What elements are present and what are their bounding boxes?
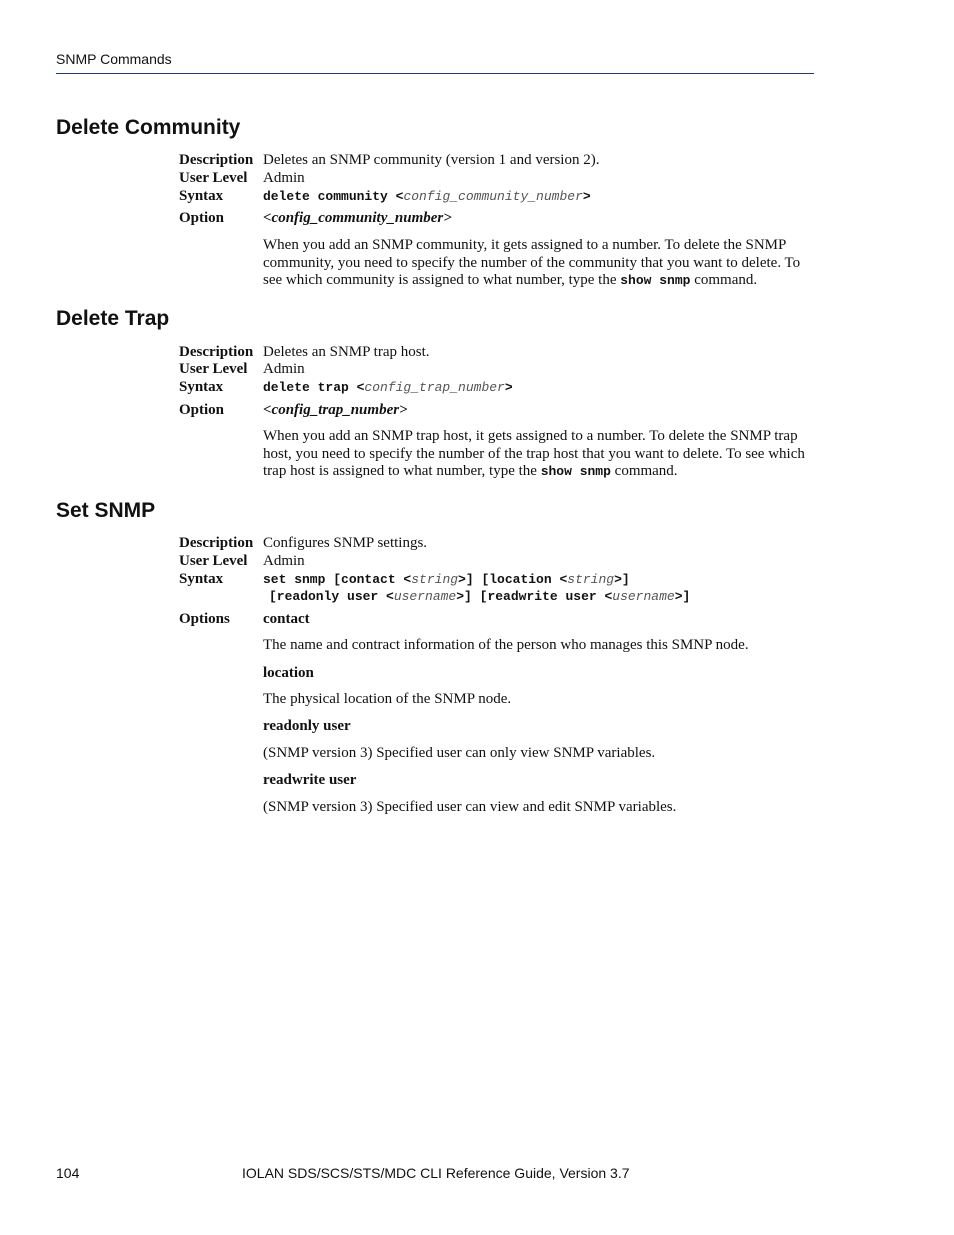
option-name-readwrite-user: readwrite user	[263, 772, 357, 788]
syntax-line-2	[269, 588, 690, 606]
syntax-line	[263, 379, 513, 397]
description-text: Deletes an SNMP trap host.	[263, 344, 430, 360]
section-title-set-snmp: Set SNMP	[56, 499, 156, 522]
option-text: When you add an SNMP trap host, it gets assigned to a number. To delete the SNMP trap host, you need to specify the number of the trap host that you want to delete. To see which trap host is assigned to what number, type the	[263, 428, 805, 479]
option-text-end: command.	[614, 463, 678, 479]
footer-doc-title: IOLAN SDS/SCS/STS/MDC CLI Reference Guide, Version 3.7	[242, 1165, 630, 1181]
syntax-end: >	[582, 189, 591, 204]
syntax-part: >]	[674, 589, 691, 604]
inline-code: show snmp	[540, 464, 611, 479]
syntax-argument: username	[393, 589, 457, 604]
label-option: Option	[179, 210, 225, 226]
label-description: Description	[179, 344, 254, 360]
syntax-command: delete community <	[263, 189, 404, 204]
label-options: Options	[179, 611, 230, 627]
option-text-contact: The name and contract information of the person who manages this SMNP node.	[263, 637, 749, 653]
user-level-text: Admin	[263, 361, 305, 377]
option-description	[263, 237, 815, 290]
label-syntax: Syntax	[179, 379, 224, 395]
option-name-readonly-user: readonly user	[263, 718, 351, 734]
option-text-readonly-user: (SNMP version 3) Specified user can only view SNMP variables.	[263, 745, 656, 761]
syntax-argument: config_community_number	[403, 189, 583, 204]
running-head: SNMP Commands	[56, 51, 172, 67]
syntax-part: >] [readwrite user <	[456, 589, 613, 604]
description-text: Deletes an SNMP community (version 1 and version 2).	[263, 152, 600, 168]
label-user-level: User Level	[179, 553, 248, 569]
syntax-part: >]	[614, 572, 630, 587]
page-number: 104	[56, 1165, 80, 1181]
syntax-part: set snmp [contact <	[263, 572, 412, 587]
syntax-line-1	[263, 571, 630, 589]
syntax-argument: username	[612, 589, 675, 604]
option-description	[263, 428, 815, 481]
user-level-text: Admin	[263, 553, 305, 569]
option-text: When you add an SNMP community, it gets assigned to a number. To delete the SNMP community, you need to specify the number of the community that you want to delete. To see which community is assigned to what number, type the	[263, 237, 801, 288]
header-rule	[56, 73, 814, 74]
option-text-end: command.	[694, 272, 758, 288]
option-name: <config_community_number>	[263, 210, 452, 226]
option-name-contact: contact	[263, 611, 310, 627]
label-syntax: Syntax	[179, 571, 224, 587]
syntax-argument: config_trap_number	[364, 380, 505, 395]
syntax-argument: string	[567, 572, 615, 587]
label-user-level: User Level	[179, 361, 248, 377]
section-title-delete-community: Delete Community	[56, 116, 241, 139]
syntax-command: delete trap <	[263, 380, 365, 395]
user-level-text: Admin	[263, 170, 305, 186]
option-name-location: location	[263, 665, 314, 681]
description-text: Configures SNMP settings.	[263, 535, 428, 551]
section-title-delete-trap: Delete Trap	[56, 307, 170, 330]
label-syntax: Syntax	[179, 188, 224, 204]
option-text-location: The physical location of the SNMP node.	[263, 691, 512, 707]
option-name: <config_trap_number>	[263, 402, 408, 418]
syntax-argument: string	[411, 572, 459, 587]
inline-code: show snmp	[620, 273, 691, 288]
syntax-part: >] [location <	[458, 572, 568, 587]
label-option: Option	[179, 402, 225, 418]
label-description: Description	[179, 152, 254, 168]
label-user-level: User Level	[179, 170, 248, 186]
syntax-line	[263, 188, 591, 206]
syntax-part: [readonly user <	[269, 589, 394, 604]
label-description: Description	[179, 535, 254, 551]
syntax-end: >	[504, 380, 513, 395]
option-text-readwrite-user: (SNMP version 3) Specified user can view and edit SNMP variables.	[263, 799, 677, 815]
